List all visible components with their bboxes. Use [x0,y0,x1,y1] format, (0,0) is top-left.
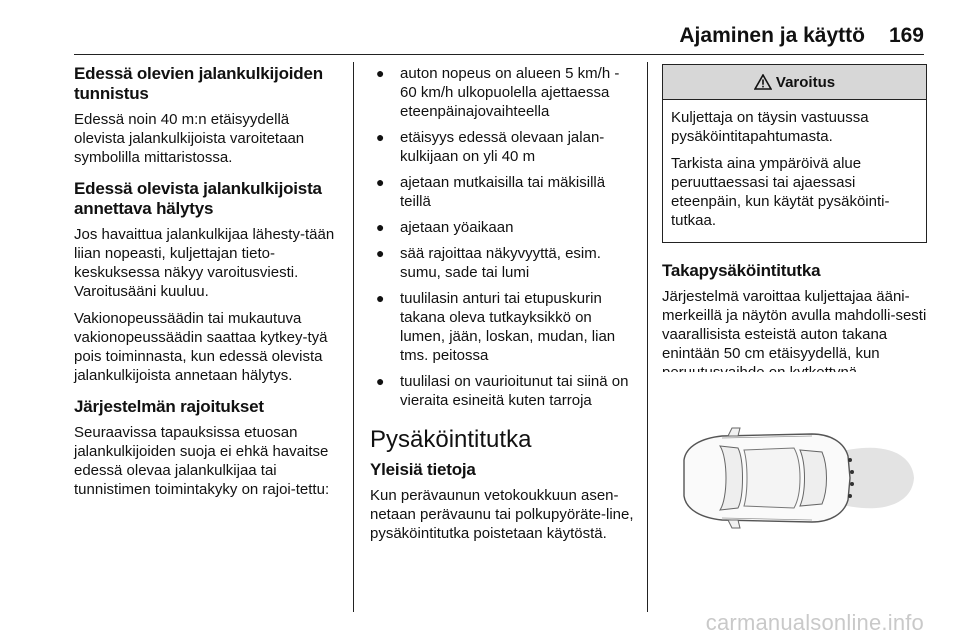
column-3 [662,64,927,390]
paragraph-alert-1: Jos havaittua jalankulkijaa lähesty-tään liian nopeasti, kuljettajan tieto-keskuksessa näkyy varoitusviesti. Varoitusääni kuuluu. [74,226,335,300]
bullet-icon: ● [376,174,385,190]
warning-box [662,64,927,243]
list-item-text: sää rajoittaa näkyvyyttä, esim. sumu, sade tai lumi [400,245,601,281]
warning-title: Varoitus [775,73,836,91]
watermark: carmanualsonline.info [705,610,924,635]
list-item-text: ajetaan yöaikaan [400,219,514,236]
paragraph-rear-parking: Järjestelmä varoittaa kuljettajaa ääni-merkeillä ja näytön avulla mahdolli-sesti vaarallisista esteistä auton takana enintään 50 cm etäisyydellä, kun [662,288,927,362]
bullet-icon: ● [376,245,385,261]
section-title: Ajaminen ja käyttö [679,24,865,47]
paragraph-alert-2: Vakionopeussäädin tai mukautuva vakionopeussäädin saattaa kytkey-tyä pois toiminnasta, kun edessä olevista jalankulkijoista annetaan hälytys. [74,310,328,384]
warning-paragraph-2: Tarkista aina ympäröivä alue peruuttaessasi tai ajaessasi eteenpäin, kun käytät pysäköinti-tutkaa. [671,155,890,229]
warning-paragraph-1: Kuljettaja on täysin vastuussa pysäköintitapahtumasta. [671,109,869,145]
list-item-text: ajetaan mutkaisilla tai mäkisillä teillä [400,174,606,210]
list-item-text: tuulilasi on vaurioitunut tai siinä on vieraita esineitä kuten tarroja [400,373,629,409]
list-item [370,244,635,282]
heading-system-limits: Järjestelmän rajoitukset [74,397,264,416]
heading-pedestrian-alert: Edessä olevista jalankulkijoista annettava hälytys [74,179,322,218]
bullet-icon: ● [376,290,385,306]
heading-pedestrian-detection: Edessä olevien jalankulkijoiden tunnistus [74,64,323,103]
warning-body [663,100,926,242]
paragraph-pedestrian-detection: Edessä noin 40 m:n etäisyydellä olevista jalankulkijoista varoitetaan symbolilla mittaristossa. [74,111,305,166]
page-number: 169 [888,24,924,47]
warning-triangle-icon [754,74,772,90]
column-divider-2 [647,62,648,612]
limitations-list [370,64,635,410]
heading-general-info: Yleisiä tietoja [370,460,476,479]
bullet-icon: ● [376,373,385,389]
list-item [370,173,635,211]
paragraph-system-limits: Seuraavissa tapauksissa etuosan jalankulkijoiden suoja ei ehkä havaitse edessä olevaa jalankulkijaa tai tunnistimen toimintakyky on rajoi-tettu: [74,424,330,498]
bullet-icon: ● [376,129,385,145]
column-divider-1 [353,62,354,612]
heading-parking-sensor: Pysäköintitutka [370,426,532,453]
list-item-text: tuulilasin anturi tai etupuskurin takana oleva tutkayksikkö on lumen, jään, loskan, mudan, lian tms. peitossa [400,290,616,364]
bullet-icon: ● [376,219,385,235]
list-item [370,372,635,410]
page-header [74,24,924,52]
bullet-icon: ● [376,65,385,81]
list-item-text: etäisyys edessä olevaan jalan-kulkijaan on yli 40 m [400,129,605,165]
warning-header [663,65,926,100]
list-item [370,289,635,365]
paragraph-general-info: Kun perävaunun vetokoukkuun asen-netaan perävaunu tai polkupyöräte-line, pysäköintitutka poistetaan käytöstä. [370,487,634,542]
list-item [370,128,635,166]
car-icon [662,372,927,584]
list-item [370,218,635,237]
list-item-text: auton nopeus on alueen 5 km/h - 60 km/h ulkopuolella ajettaessa eteenpäinajovaihteella [400,65,620,120]
column-1 [74,64,339,507]
car-rear-sensor-illustration [662,372,927,584]
column-2 [370,64,635,551]
list-item [370,64,635,121]
heading-rear-parking: Takapysäköintitutka [662,261,821,280]
header-divider [74,54,924,55]
